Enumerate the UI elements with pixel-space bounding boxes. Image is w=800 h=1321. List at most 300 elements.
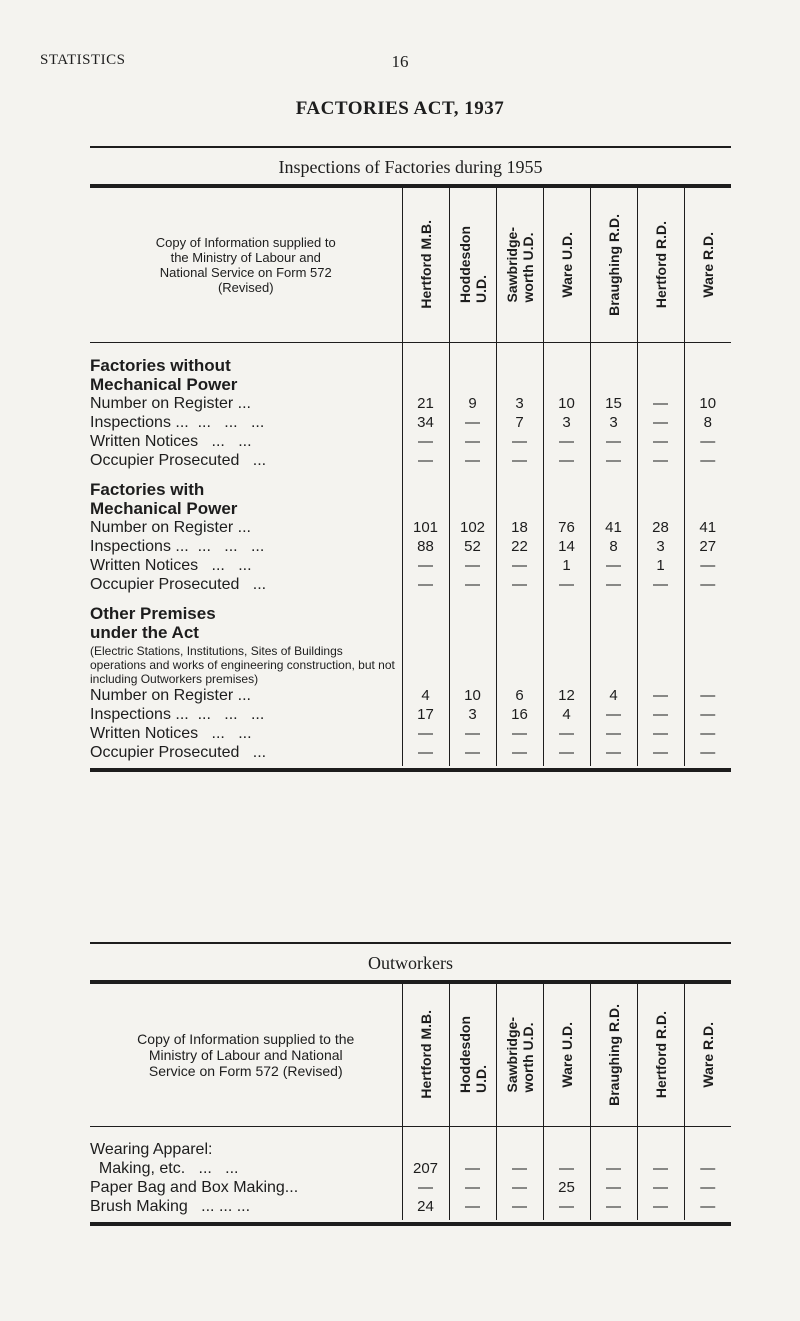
spacer [402, 642, 449, 686]
value-cell: — [496, 451, 543, 470]
value-cell: — [590, 724, 637, 743]
value-cell: — [449, 1159, 496, 1178]
spacer [590, 342, 637, 350]
spacer [496, 642, 543, 686]
row-label-text: Number on Register [90, 395, 234, 412]
col-head [590, 188, 637, 342]
value-cell: — [637, 743, 684, 762]
spacer [402, 1140, 449, 1159]
page-number: 16 [391, 52, 409, 71]
group-title-row [90, 499, 731, 518]
spacer [449, 1216, 496, 1220]
col-label: Ware R.D. [699, 1021, 716, 1088]
dot-leader: ... [284, 1179, 299, 1196]
dot-leader: ... [239, 576, 267, 593]
value-cell: — [543, 1159, 590, 1178]
value-cell: 16 [496, 705, 543, 724]
value-cell: 41 [684, 518, 731, 537]
spacer [637, 623, 684, 642]
value-cell: 24 [402, 1197, 449, 1216]
spacer [637, 1126, 684, 1140]
row-label-text: Occupier Prosecuted [90, 576, 240, 593]
row-label-text: Written Notices [90, 725, 199, 742]
col-head [402, 188, 449, 342]
value-cell: 3 [496, 394, 543, 413]
dot-leader: ... [233, 687, 251, 704]
value-cell: — [402, 451, 449, 470]
row-label-text: Written Notices [90, 557, 199, 574]
spacer [90, 1126, 402, 1140]
document-title: FACTORIES ACT, 1937 [295, 98, 505, 119]
row-label [90, 1197, 402, 1216]
col-head [684, 188, 731, 342]
spacer [590, 1216, 637, 1220]
col-label: Braughing R.D. [605, 213, 622, 316]
spacer [543, 342, 590, 350]
spacer [590, 499, 637, 518]
col-label: Sawbridge- worth U.D. [503, 1017, 536, 1093]
spacer [90, 762, 402, 766]
row-label-text: Number on Register [90, 519, 234, 536]
table-row [90, 1197, 731, 1216]
value-cell: 7 [496, 413, 543, 432]
spacer [637, 342, 684, 350]
spacer [496, 474, 543, 499]
col-head [543, 984, 590, 1126]
value-cell: 10 [684, 394, 731, 413]
row-label [90, 686, 402, 705]
value-cell: 3 [590, 413, 637, 432]
value-cell: — [590, 1178, 637, 1197]
inspections-section [90, 146, 731, 772]
value-cell: — [449, 432, 496, 451]
outworkers-section [90, 942, 731, 1226]
value-cell: — [637, 686, 684, 705]
spacer [543, 1140, 590, 1159]
row-label-text: Inspections ... [90, 706, 189, 723]
value-cell: — [684, 743, 731, 762]
value-cell: — [402, 556, 449, 575]
row-label [90, 537, 402, 556]
value-cell: — [449, 413, 496, 432]
spacer [543, 1126, 590, 1140]
value-cell: — [637, 1178, 684, 1197]
spacer [543, 1216, 590, 1220]
col-label: Braughing R.D. [605, 1003, 622, 1106]
spacer [590, 1126, 637, 1140]
value-cell: — [449, 1178, 496, 1197]
value-cell: 10 [543, 394, 590, 413]
dot-leader: ... ... ... [188, 706, 265, 723]
col-label: Hertford M.B. [417, 220, 434, 310]
spacer [590, 474, 637, 499]
value-cell: 10 [449, 686, 496, 705]
value-cell: — [449, 575, 496, 594]
spacer [402, 342, 449, 350]
group-title: Mechanical Power [90, 375, 238, 394]
group-title: Other Premises [90, 604, 216, 623]
col-head [637, 188, 684, 342]
spacer [590, 623, 637, 642]
value-cell: — [496, 1197, 543, 1216]
col-head [637, 984, 684, 1126]
row-label-text: Number on Register [90, 687, 234, 704]
value-cell: 88 [402, 537, 449, 556]
group-title-row [90, 375, 731, 394]
value-cell: — [637, 1159, 684, 1178]
spacer [637, 598, 684, 623]
value-cell: — [496, 556, 543, 575]
spacer [543, 350, 590, 375]
value-cell: — [684, 1197, 731, 1216]
top-rule [90, 146, 731, 148]
table-row [90, 705, 731, 724]
value-cell: — [684, 705, 731, 724]
inspections-caption: Inspections of Factories during 1955 [278, 157, 543, 177]
value-cell: — [496, 724, 543, 743]
value-cell: — [684, 556, 731, 575]
row-label [90, 1159, 402, 1178]
value-cell: — [543, 575, 590, 594]
value-cell: — [496, 1178, 543, 1197]
value-cell: 8 [590, 537, 637, 556]
value-cell: — [496, 1159, 543, 1178]
value-cell: — [496, 432, 543, 451]
value-cell: — [402, 575, 449, 594]
value-cell: — [637, 705, 684, 724]
spacer [543, 642, 590, 686]
dot-leader: ... ... [198, 725, 252, 742]
spacer-row [90, 762, 731, 766]
outworkers-header-row [90, 984, 731, 1126]
outworkers-caption: Outworkers [368, 953, 453, 973]
spacer [637, 499, 684, 518]
col-label: Hertford R.D. [652, 1011, 669, 1099]
spacer-row [90, 342, 731, 350]
row-label-text: Making, etc. [90, 1160, 186, 1177]
row-label-text: Inspections ... [90, 538, 189, 555]
value-cell: — [543, 743, 590, 762]
row-label-text: Brush Making [90, 1198, 188, 1215]
col-label: Ware U.D. [558, 1021, 575, 1088]
spacer [590, 642, 637, 686]
dot-leader: ... ... ... [188, 538, 265, 555]
value-cell: — [449, 724, 496, 743]
dot-leader: ... [239, 744, 267, 761]
value-cell: — [590, 1159, 637, 1178]
table-row [90, 686, 731, 705]
col-head [590, 984, 637, 1126]
spacer [496, 623, 543, 642]
value-cell: 22 [496, 537, 543, 556]
value-cell: — [590, 556, 637, 575]
value-cell: — [684, 724, 731, 743]
row-label [90, 451, 402, 470]
spacer [449, 623, 496, 642]
value-cell: — [449, 451, 496, 470]
spacer [496, 1140, 543, 1159]
col-label: Hoddesdon U.D. [456, 1016, 489, 1094]
spacer [590, 762, 637, 766]
table-row [90, 432, 731, 451]
table-row [90, 724, 731, 743]
value-cell: 102 [449, 518, 496, 537]
value-cell: 18 [496, 518, 543, 537]
table-row [90, 1159, 731, 1178]
spacer [90, 342, 402, 350]
spacer [684, 762, 731, 766]
table-row [90, 537, 731, 556]
group-title-row [90, 1140, 731, 1159]
spacer [402, 350, 449, 375]
dot-leader: ... [233, 519, 251, 536]
row-label [90, 1178, 402, 1197]
spacer [496, 1216, 543, 1220]
value-cell: — [637, 432, 684, 451]
spacer [402, 474, 449, 499]
col-label: Ware R.D. [699, 231, 716, 298]
group-note: (Electric Stations, Institutions, Sites of Buildings operations and works of engineering construction, but not including Outworkers premises) [90, 644, 395, 686]
col-label: Hertford R.D. [652, 221, 669, 309]
spacer [449, 350, 496, 375]
col-label: Ware U.D. [558, 231, 575, 298]
group-title-row [90, 623, 731, 642]
inspections-header-row [90, 188, 731, 342]
spacer [449, 1126, 496, 1140]
spacer [449, 1140, 496, 1159]
value-cell: 21 [402, 394, 449, 413]
value-cell: — [684, 1178, 731, 1197]
table-row [90, 518, 731, 537]
spacer [684, 499, 731, 518]
spacer [684, 642, 731, 686]
spacer [543, 499, 590, 518]
spacer [496, 375, 543, 394]
spacer [543, 762, 590, 766]
value-cell: 4 [402, 686, 449, 705]
spacer [496, 762, 543, 766]
value-cell: — [590, 743, 637, 762]
value-cell: — [637, 394, 684, 413]
table-row [90, 575, 731, 594]
top-rule [90, 942, 731, 944]
spacer [496, 342, 543, 350]
value-cell: — [590, 432, 637, 451]
row-label-text: Occupier Prosecuted [90, 744, 240, 761]
value-cell: — [402, 743, 449, 762]
spacer [449, 342, 496, 350]
dot-leader: ... [239, 452, 267, 469]
bottom-rule [90, 1222, 731, 1226]
value-cell: 6 [496, 686, 543, 705]
value-cell: 4 [590, 686, 637, 705]
value-cell: — [449, 743, 496, 762]
spacer [449, 499, 496, 518]
spacer [402, 1126, 449, 1140]
outworkers-table [90, 984, 731, 1220]
form-description: Copy of Information supplied to the Ministry of Labour and National Service on Form 572 (Revised) [90, 984, 402, 1126]
value-cell: — [684, 575, 731, 594]
row-label-text: Inspections ... [90, 414, 189, 431]
group-note-row [90, 642, 731, 686]
spacer [402, 623, 449, 642]
spacer [637, 350, 684, 375]
spacer [590, 598, 637, 623]
group-title-row [90, 598, 731, 623]
row-label [90, 705, 402, 724]
value-cell: — [590, 1197, 637, 1216]
spacer [637, 1140, 684, 1159]
value-cell: — [449, 556, 496, 575]
spacer [684, 375, 731, 394]
value-cell: 25 [543, 1178, 590, 1197]
value-cell: 12 [543, 686, 590, 705]
inspections-table [90, 188, 731, 766]
spacer [496, 499, 543, 518]
spacer [449, 375, 496, 394]
value-cell: — [402, 432, 449, 451]
dot-leader: ... [233, 395, 251, 412]
spacer [543, 474, 590, 499]
value-cell: — [637, 575, 684, 594]
value-cell: 27 [684, 537, 731, 556]
spacer [684, 474, 731, 499]
spacer [402, 375, 449, 394]
value-cell: 14 [543, 537, 590, 556]
value-cell: — [449, 1197, 496, 1216]
spacer [637, 762, 684, 766]
dot-leader: ... ... [198, 557, 252, 574]
spacer [449, 598, 496, 623]
row-label [90, 743, 402, 762]
spacer [543, 598, 590, 623]
value-cell: 101 [402, 518, 449, 537]
value-cell: 1 [637, 556, 684, 575]
spacer [449, 642, 496, 686]
col-head [543, 188, 590, 342]
value-cell: 3 [449, 705, 496, 724]
row-label [90, 413, 402, 432]
value-cell: — [543, 432, 590, 451]
row-label-text: Paper Bag and Box Making [90, 1179, 285, 1196]
spacer [90, 1216, 402, 1220]
spacer [496, 350, 543, 375]
value-cell: 28 [637, 518, 684, 537]
row-label-text: Written Notices [90, 433, 199, 450]
group-title: Wearing Apparel: [90, 1141, 213, 1158]
value-cell: — [637, 724, 684, 743]
value-cell: — [637, 413, 684, 432]
value-cell: — [402, 724, 449, 743]
table-row [90, 413, 731, 432]
group-title-row [90, 474, 731, 499]
spacer [637, 375, 684, 394]
value-cell: 17 [402, 705, 449, 724]
col-label: Hertford M.B. [417, 1010, 434, 1100]
dot-leader: ... ... [198, 433, 252, 450]
value-cell: — [496, 575, 543, 594]
value-cell: — [590, 705, 637, 724]
value-cell: — [402, 1178, 449, 1197]
bottom-rule [90, 768, 731, 772]
value-cell: 34 [402, 413, 449, 432]
value-cell: — [543, 724, 590, 743]
value-cell: 3 [637, 537, 684, 556]
value-cell: 1 [543, 556, 590, 575]
value-cell: 3 [543, 413, 590, 432]
dot-leader: ... ... [185, 1160, 239, 1177]
spacer [496, 598, 543, 623]
value-cell: — [496, 743, 543, 762]
spacer [402, 499, 449, 518]
group-title: Factories without [90, 356, 231, 375]
col-label: Sawbridge- worth U.D. [503, 227, 536, 303]
spacer [590, 1140, 637, 1159]
spacer [684, 1216, 731, 1220]
table-row [90, 743, 731, 762]
value-cell: 41 [590, 518, 637, 537]
value-cell: — [637, 1197, 684, 1216]
spacer-row [90, 1216, 731, 1220]
spacer [449, 762, 496, 766]
spacer [449, 474, 496, 499]
row-label [90, 575, 402, 594]
value-cell: — [637, 451, 684, 470]
value-cell: — [590, 575, 637, 594]
page-header [40, 52, 760, 72]
spacer [543, 375, 590, 394]
spacer [684, 598, 731, 623]
table-row [90, 394, 731, 413]
table-row [90, 1178, 731, 1197]
spacer [590, 375, 637, 394]
col-head [449, 188, 496, 342]
spacer [637, 474, 684, 499]
row-label [90, 556, 402, 575]
form-description: Copy of Information supplied to the Ministry of Labour and National Service on Form 572 (Revised) [90, 188, 402, 342]
group-title-row [90, 350, 731, 375]
group-title: Mechanical Power [90, 499, 238, 518]
spacer [402, 762, 449, 766]
spacer [402, 598, 449, 623]
col-head [402, 984, 449, 1126]
value-cell: — [543, 451, 590, 470]
col-head [496, 188, 543, 342]
table-row [90, 556, 731, 575]
value-cell: — [684, 686, 731, 705]
spacer-row [90, 1126, 731, 1140]
col-head [449, 984, 496, 1126]
value-cell: 52 [449, 537, 496, 556]
spacer [496, 1126, 543, 1140]
row-label [90, 724, 402, 743]
row-label [90, 394, 402, 413]
col-head [496, 984, 543, 1126]
running-head: STATISTICS [40, 52, 126, 68]
value-cell: 207 [402, 1159, 449, 1178]
spacer [590, 350, 637, 375]
spacer [684, 1126, 731, 1140]
value-cell: 9 [449, 394, 496, 413]
spacer [637, 1216, 684, 1220]
col-head [684, 984, 731, 1126]
row-label [90, 432, 402, 451]
value-cell: — [543, 1197, 590, 1216]
value-cell: 4 [543, 705, 590, 724]
spacer [684, 350, 731, 375]
value-cell: — [590, 451, 637, 470]
value-cell: 15 [590, 394, 637, 413]
